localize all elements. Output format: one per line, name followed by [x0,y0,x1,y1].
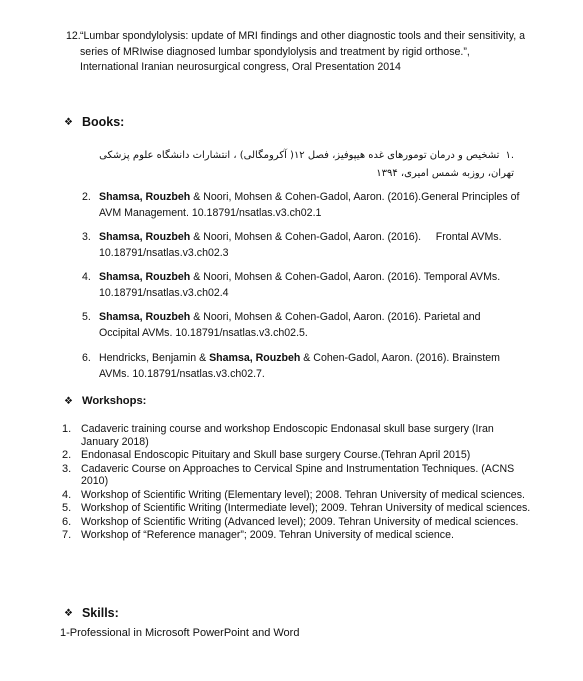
publication-number: 12. [66,30,81,42]
book-number: 5. [82,311,91,323]
diamond-bullet-icon: ❖ [64,395,73,407]
book-number: 4. [82,271,91,283]
diamond-bullet-icon: ❖ [64,116,73,128]
book-item [82,310,522,341]
book-author-bold: Shamsa, Rouzbeh [99,271,191,283]
skills-title: Skills: [81,606,119,620]
book-author-bold: Shamsa, Rouzbeh [99,311,191,323]
workshop-number: 3. [62,462,72,475]
book-item [82,230,522,261]
book-author-bold: Shamsa, Rouzbeh [99,191,191,203]
books-title: Books: [81,115,125,129]
book-item [82,351,522,382]
book-citation: & Noori, Mohsen & Cohen-Gadol, Aaron. (2016).General Principles of AVM Management. 10.18791/nsatlas.v3.ch02.1 [99,191,520,219]
persian-line-2: تهران، روزبه شمس امیری، ۱۳۹۴ [376,168,514,179]
workshop-item [62,529,532,542]
workshop-text: Cadaveric training course and workshop Endoscopic Endonasal skull base surgery (Iran January 2018) [81,423,494,448]
book-item [82,190,522,221]
book-item-persian [64,147,514,183]
persian-line-1: تشخیص و درمان تومورهای غده هیپوفیز، فصل ۱۲( آکرومگالی) ، انتشارات دانشگاه علوم پزشکی [99,150,500,161]
workshop-text: Cadaveric Course on Approaches to Cervical Spine and Instrumentation Techniques. (ACNS 2010) [81,462,515,487]
workshop-number: 4. [62,488,72,501]
book-number: 3. [82,231,91,243]
workshops-title: Workshops: [81,395,147,407]
book-item [82,270,522,301]
workshops-heading [64,395,146,407]
workshop-item [62,516,532,529]
diamond-bullet-icon: ❖ [64,607,73,619]
workshop-text: Workshop of “Reference manager”; 2009. Tehran University of medical science. [81,529,454,541]
workshop-number: 1. [62,423,72,435]
book-citation: & Cohen-Gadol, Aaron. (2016). Brainstem AVMs. 10.18791/nsatlas.v3.ch02.7. [99,352,500,380]
workshop-item [62,449,532,462]
workshop-number: 6. [62,515,72,528]
workshop-number: 7. [62,529,72,541]
book-author-bold: Shamsa, Rouzbeh [99,231,191,243]
book-number: 2. [82,191,91,203]
workshop-item [62,502,532,515]
skill-item: 1-Professional in Microsoft PowerPoint and Word [60,627,300,639]
book-citation: & Noori, Mohsen & Cohen-Gadol, Aaron. (2016). Parietal and Occipital AVMs. 10.18791/nsatlas.v3.ch02.5. [99,311,481,339]
workshops-list [62,423,532,542]
workshop-item [62,423,532,448]
workshop-number: 2. [62,449,72,461]
book-pre-author: Hendricks, Benjamin & [99,352,210,364]
book-number: 6. [82,352,91,364]
workshop-item [62,489,532,502]
skills-heading [64,606,119,620]
workshop-text: Workshop of Scientific Writing (Advanced level); 2009. Tehran University of medical sciences. [81,515,519,528]
publication-text: “Lumbar spondylolysis: update of MRI findings and other diagnostic tools and their sensitivity, a series of MRIwise diagnosed lumbar spondylolysis and treatment by rigid orthose.”, International Iranian neurosurgical congress, Oral Presentation 2014 [80,30,525,73]
workshop-text: Workshop of Scientific Writing (Intermediate level); 2009. Tehran University of medical sciences. [81,502,531,514]
book-citation: & Noori, Mohsen & Cohen-Gadol, Aaron. (2016). Frontal AVMs. 10.18791/nsatlas.v3.ch02.3 [99,231,505,259]
publication-item-12 [66,29,526,76]
workshop-text: Endonasal Endoscopic Pituitary and Skull base surgery Course.(Tehran April 2015) [81,449,471,461]
books-heading [64,115,124,129]
book-citation: & Noori, Mohsen & Cohen-Gadol, Aaron. (2016). Temporal AVMs. 10.18791/nsatlas.v3.ch02.4 [99,271,501,299]
book-number: .۱ [505,150,514,161]
workshop-item [62,463,532,488]
workshop-number: 5. [62,502,72,514]
workshop-text: Workshop of Scientific Writing (Elementary level); 2008. Tehran University of medical sciences. [81,488,525,501]
book-author-bold: Shamsa, Rouzbeh [209,352,301,364]
